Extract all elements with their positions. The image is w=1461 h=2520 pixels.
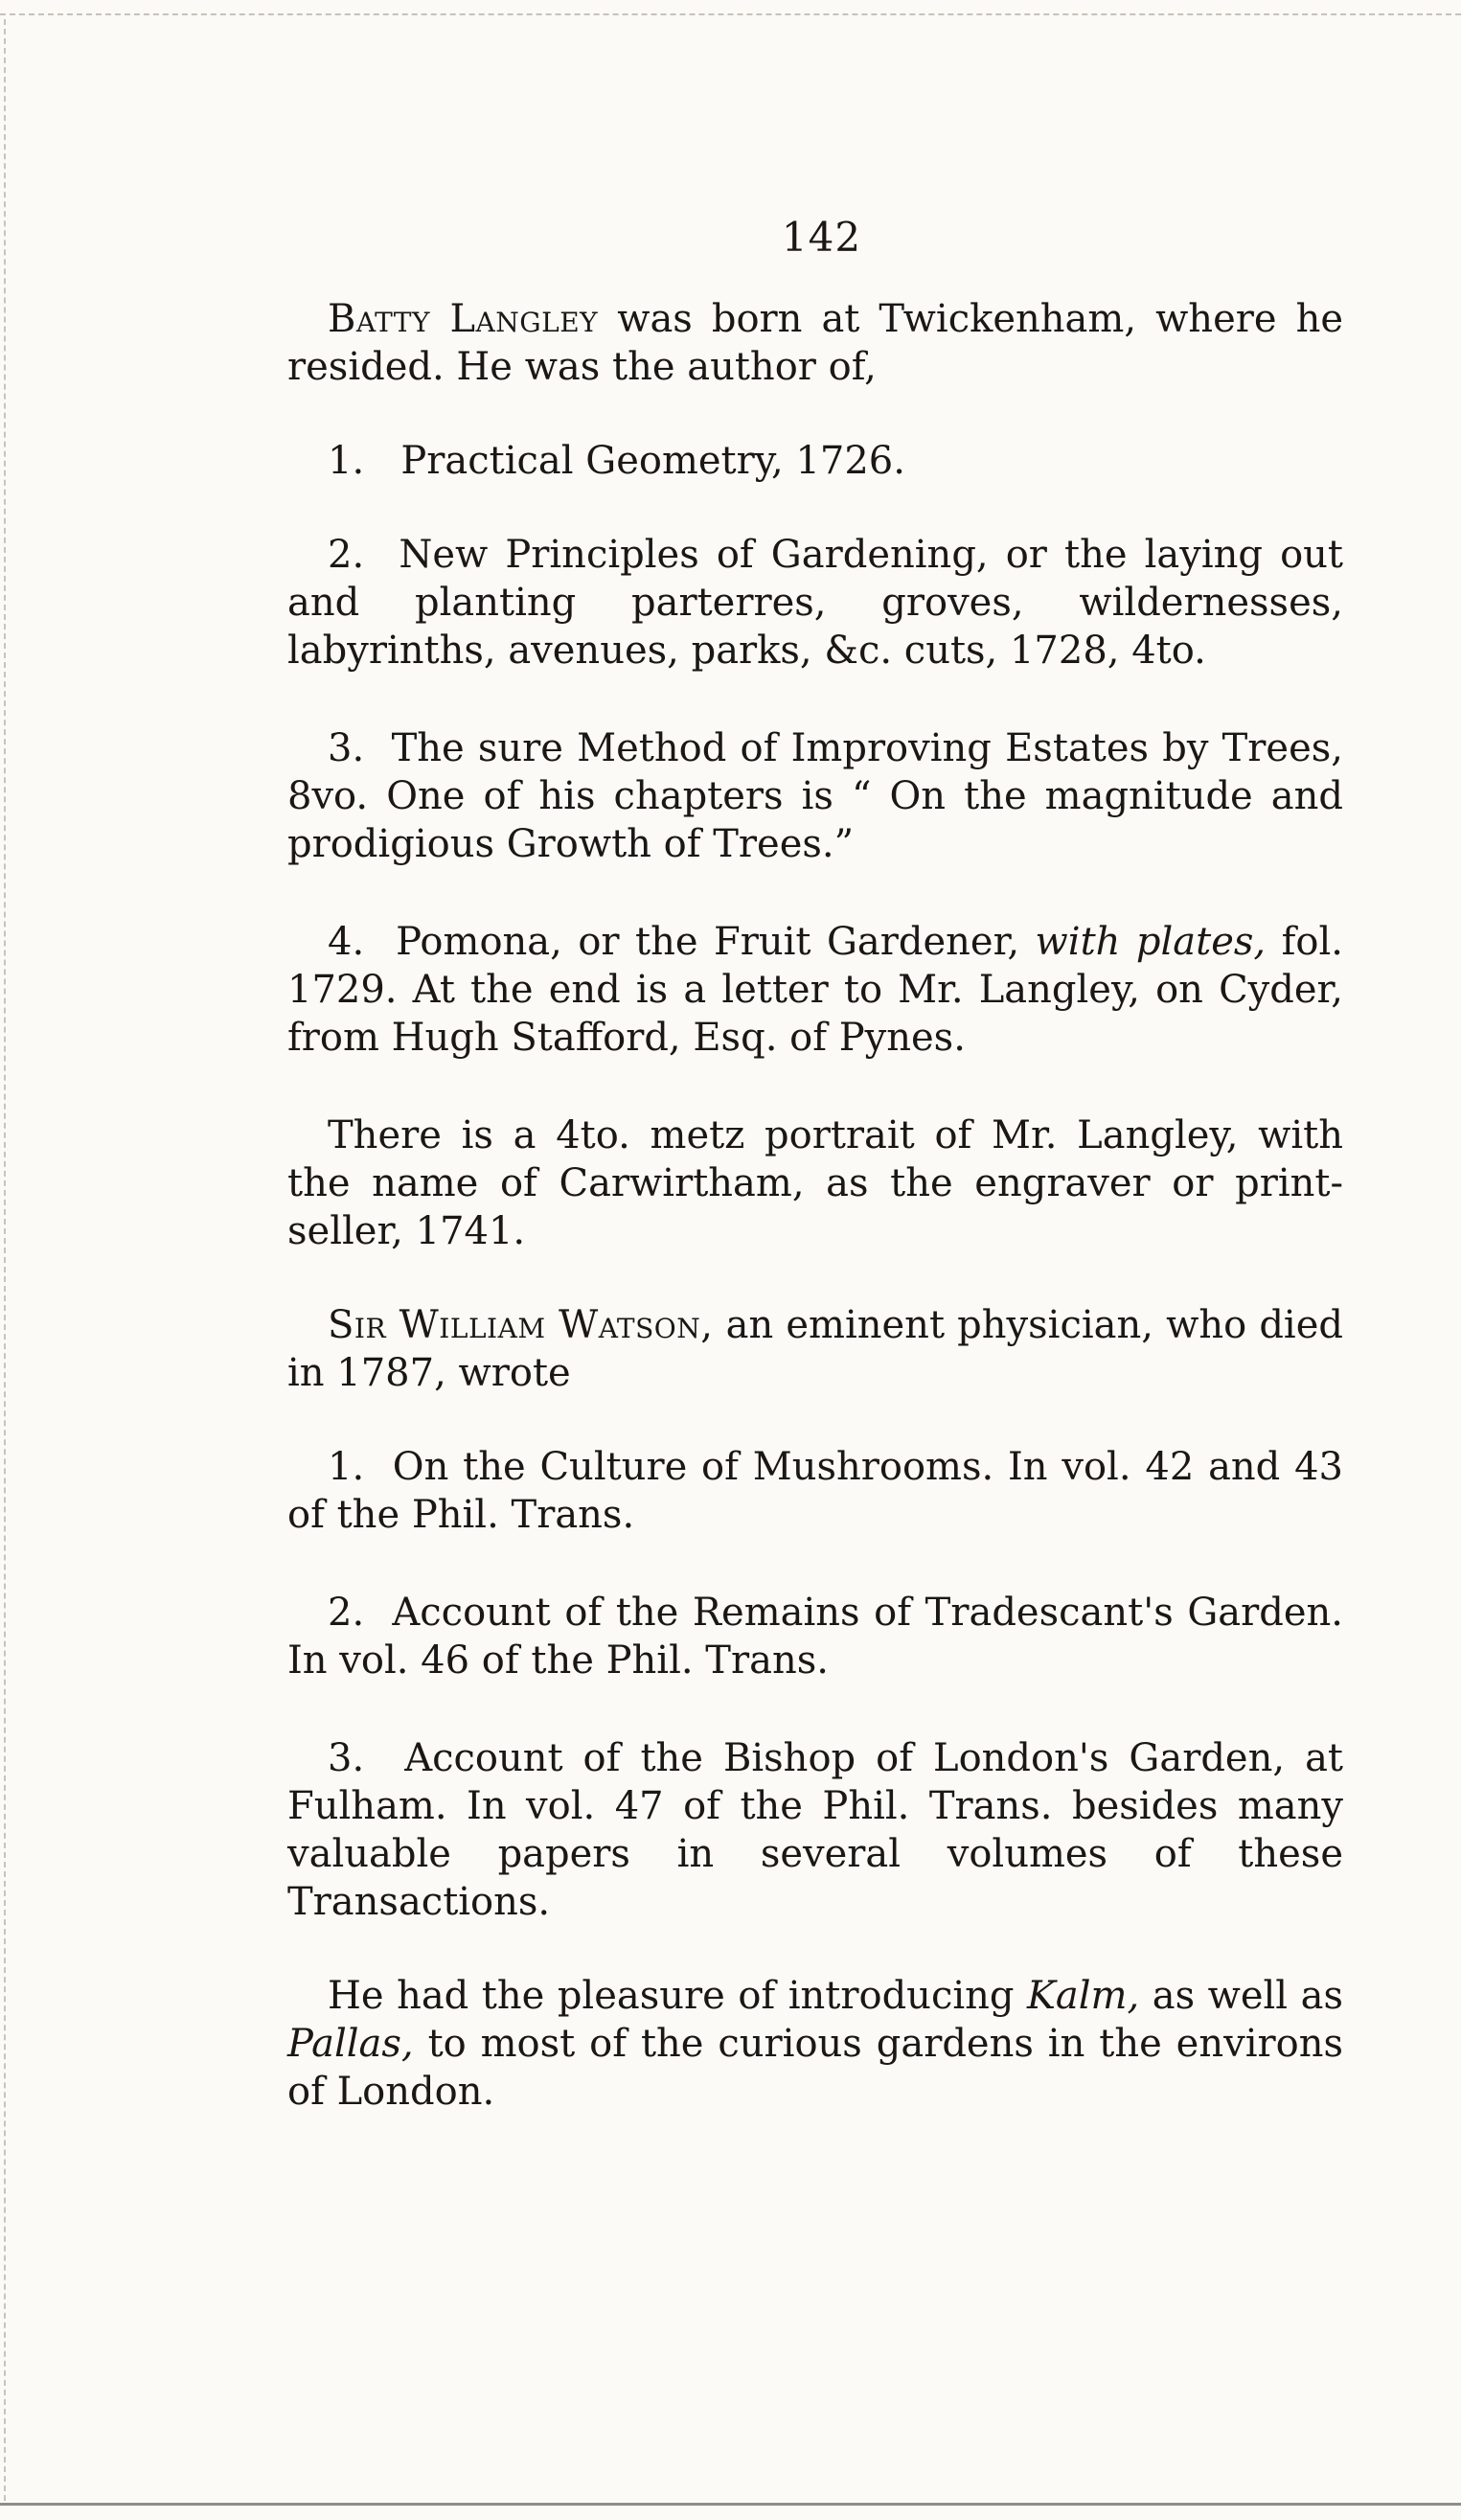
langley-name: Batty Langley — [328, 297, 599, 341]
langley-work-2 — [287, 531, 1343, 675]
work-number: 2. — [328, 1591, 365, 1635]
work-number: 4. — [328, 920, 365, 964]
watson-work-1 — [287, 1443, 1343, 1539]
work-text-italic: with plates, — [1035, 920, 1267, 964]
page-edge-bottom — [0, 2503, 1461, 2511]
watson-name: Sir William Watson, — [328, 1303, 714, 1347]
work-text: Practical Geometry, 1726. — [400, 439, 905, 483]
work-text: The sure Method of Improving Estates by Trees, 8vo. One of his chapters is “ On the magnitude and prodigious Growth of Trees.” — [287, 726, 1344, 866]
work-text: New Principles of Gardening, or the laying out and planting parterres, groves, wildernesses, labyrinths, avenues, parks, &c. cuts, 1728, 4to. — [287, 533, 1344, 673]
work-text: On the Culture of Mushrooms. In vol. 42 and 43 of the Phil. Trans. — [287, 1445, 1343, 1537]
langley-work-4 — [287, 918, 1343, 1062]
langley-work-3 — [287, 724, 1343, 868]
watson-work-3 — [287, 1734, 1343, 1926]
kalm-name: Kalm, — [1027, 1974, 1140, 2018]
watson-intro — [287, 1301, 1343, 1397]
page-text — [287, 295, 1343, 2116]
work-text: Account of the Bishop of London's Garden, at Fulham. In vol. 47 of the Phil. Trans. besides many valuable papers in several volumes of these Transactions. — [287, 1736, 1344, 1924]
langley-work-1 — [287, 437, 1343, 485]
closing-text: to most of the curious gardens in the environs of London. — [287, 2022, 1343, 2114]
page-number: 142 — [781, 214, 862, 261]
work-number: 1. — [328, 1445, 365, 1489]
pallas-name: Pallas, — [287, 2022, 414, 2066]
langley-portrait-note: There is a 4to. metz portrait of Mr. Langley, with the name of Carwirtham, as the engraver or print-seller, 1741. — [287, 1113, 1343, 1253]
work-number: 1. — [328, 439, 365, 483]
langley-intro-text: was born at Twickenham, where he resided. He was the author of, — [287, 297, 1344, 389]
work-number: 2. — [328, 533, 365, 577]
watson-intro-text: an eminent physician, who died in 1787, wrote — [287, 1303, 1343, 1395]
work-text: Pomona, or the Fruit Gardener, — [396, 920, 1020, 964]
page-edge-left — [4, 19, 11, 2501]
work-text: Account of the Remains of Tradescant's Garden. In vol. 46 of the Phil. Trans. — [287, 1591, 1343, 1683]
work-number: 3. — [328, 1736, 365, 1780]
langley-intro — [287, 295, 1343, 391]
closing-text: He had the pleasure of introducing — [328, 1974, 1015, 2018]
work-number: 3. — [328, 726, 365, 770]
watson-work-2 — [287, 1589, 1343, 1684]
work-text: fol. 1729. At the end is a letter to Mr. Langley, on Cyder, from Hugh Stafford, Esq. of Pynes. — [287, 920, 1344, 1060]
closing-text: as well as — [1152, 1974, 1343, 2018]
page-edge-top — [0, 0, 1461, 15]
watson-closing — [287, 1972, 1343, 2116]
